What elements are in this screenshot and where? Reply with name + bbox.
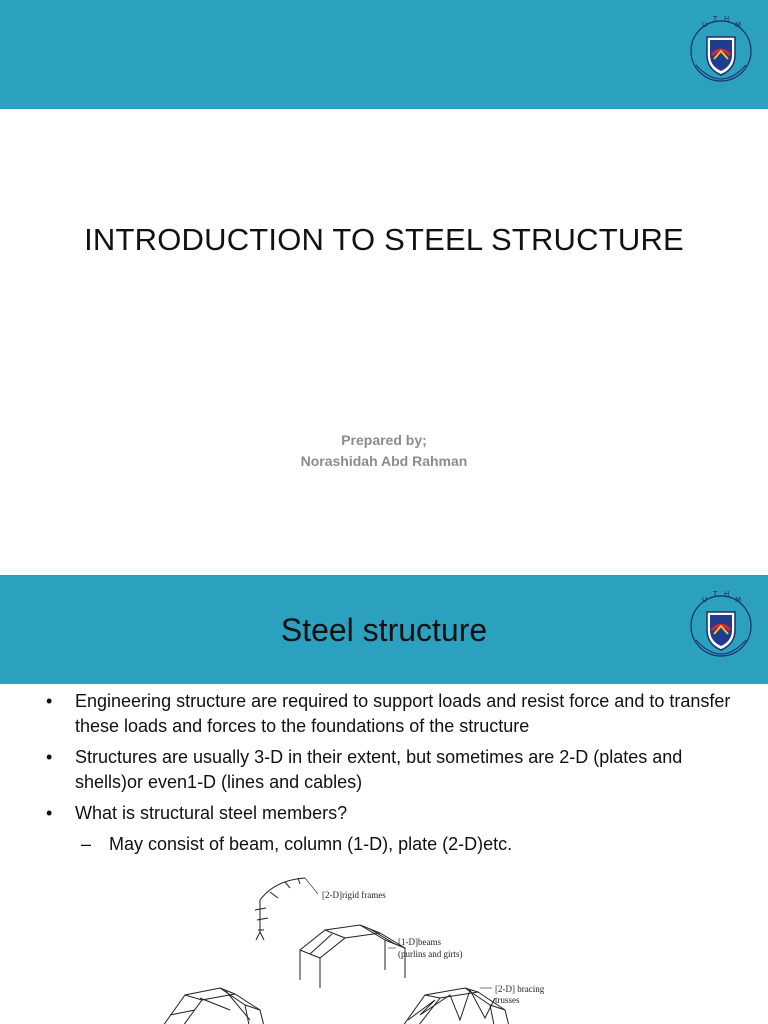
list-item	[46, 745, 746, 795]
content-slide	[0, 575, 768, 1024]
list-item	[46, 801, 746, 826]
sub-bullet-text: May consist of beam, column (1-D), plate (2-D)etc.	[109, 834, 513, 854]
trusses-label: trusses	[495, 995, 520, 1005]
uthm-logo-icon	[688, 586, 754, 672]
bullet-dot-icon: •	[46, 803, 53, 823]
uthm-logo-icon	[688, 11, 754, 97]
slide-title: INTRODUCTION TO STEEL STRUCTURE	[84, 222, 684, 257]
bracing-label: [2-D] bracing	[495, 984, 545, 994]
purlins-label: (purlins and girts)	[398, 949, 463, 959]
bullet-dot-icon: •	[46, 747, 53, 767]
left-truss-drawing	[160, 988, 265, 1024]
dash-icon: –	[81, 834, 92, 854]
list-item	[46, 689, 746, 739]
svg-text:H: H	[724, 590, 730, 598]
svg-text:T: T	[713, 15, 718, 23]
prepared-by-label: Prepared by;	[341, 432, 427, 448]
header-banner	[0, 0, 768, 109]
author-name: Norashidah Abd Rahman	[300, 453, 468, 469]
beams-label: [1-D]beams	[398, 937, 441, 947]
bracing-truss-drawing	[400, 988, 510, 1024]
slide-gap	[0, 556, 768, 575]
slide-title: Steel structure	[280, 612, 488, 648]
bullet-text: What is structural steel members?	[75, 803, 348, 823]
sub-list-item	[46, 832, 746, 857]
header-banner	[0, 575, 768, 684]
rigid-frame-drawing	[255, 878, 305, 940]
bullet-dot-icon: •	[46, 691, 53, 711]
rigid-frames-label: [2-D]rigid frames	[322, 890, 386, 900]
svg-text:T: T	[713, 590, 718, 598]
svg-text:H: H	[724, 15, 730, 23]
bullet-text: Engineering structure are required to support loads and resist force and to transfer these loads and forces to the foundations of the structure	[75, 691, 731, 736]
beam-frame-drawing	[300, 925, 405, 988]
bullet-text: Structures are usually 3-D in their extent, but sometimes are 2-D (plates and shells)or even1-D (lines and cables)	[75, 747, 683, 792]
svg-text:M: M	[735, 596, 742, 604]
svg-text:U: U	[702, 596, 708, 604]
subtitle	[0, 430, 768, 472]
bullet-list	[46, 689, 746, 857]
structure-diagram	[160, 870, 580, 1024]
svg-text:M: M	[735, 21, 742, 29]
svg-text:U: U	[702, 21, 708, 29]
